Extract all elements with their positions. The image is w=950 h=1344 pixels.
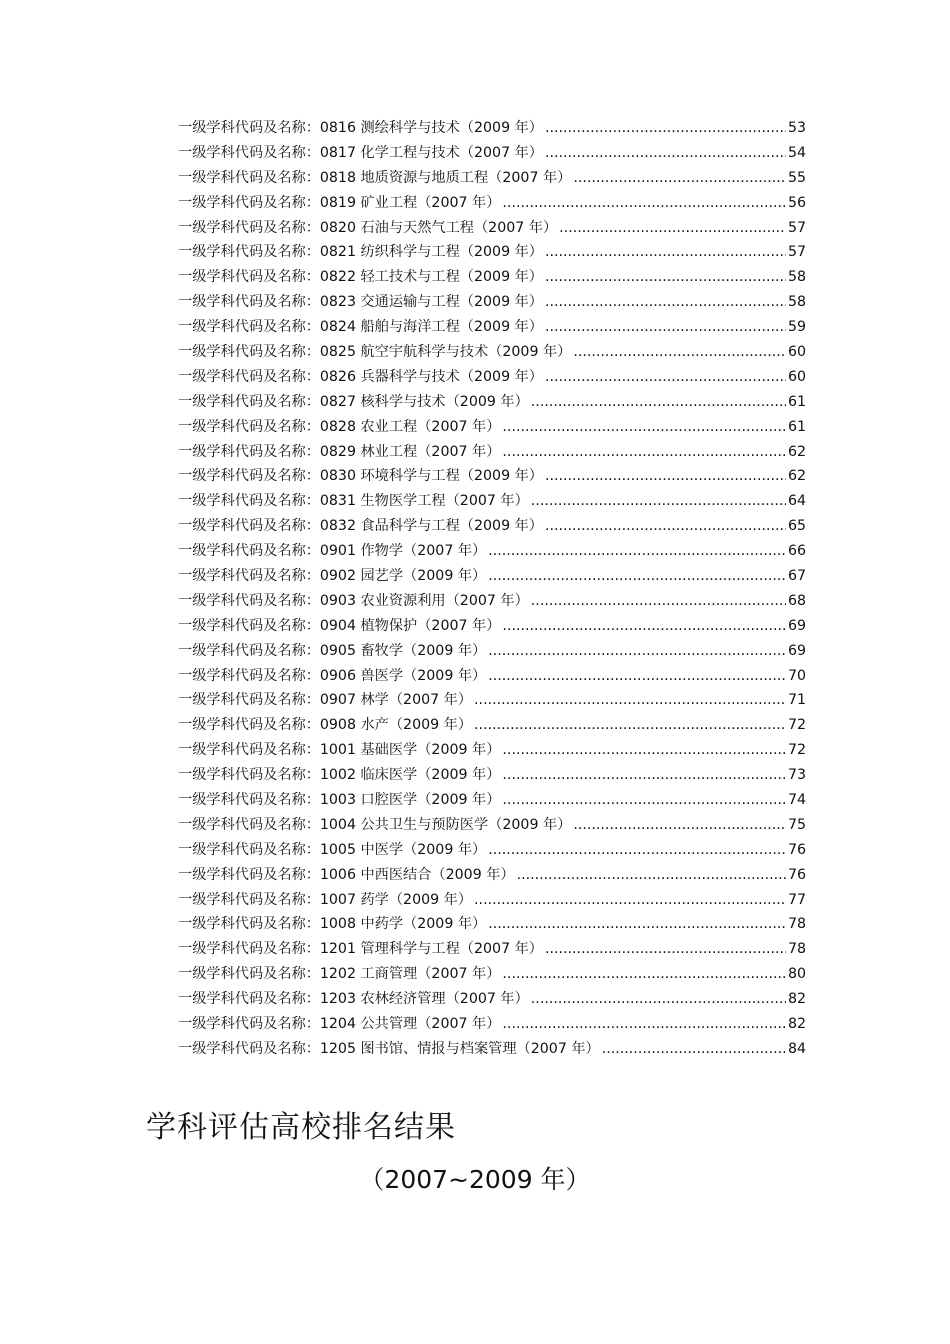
toc-entry[interactable] bbox=[178, 763, 806, 788]
toc-dot-leader bbox=[502, 1012, 786, 1037]
toc-entry[interactable] bbox=[178, 888, 806, 913]
toc-entry-page-number: 68 bbox=[787, 592, 806, 609]
toc-entry[interactable] bbox=[178, 987, 806, 1012]
toc-dot-leader bbox=[502, 763, 786, 788]
toc-entry[interactable] bbox=[178, 539, 806, 564]
toc-entry[interactable] bbox=[178, 514, 806, 539]
toc-entry[interactable] bbox=[178, 166, 806, 191]
toc-dot-leader bbox=[531, 390, 786, 415]
toc-dot-leader bbox=[474, 713, 786, 738]
toc-entry[interactable] bbox=[178, 340, 806, 365]
toc-entry-page-number: 76 bbox=[787, 841, 806, 858]
toc-entry-title: 一级学科代码及名称：1007 药学（2009 年） bbox=[178, 891, 473, 908]
toc-entry-title: 一级学科代码及名称：0819 矿业工程（2007 年） bbox=[178, 194, 501, 211]
toc-dot-leader bbox=[488, 639, 786, 664]
toc-entry-title: 一级学科代码及名称：0907 林学（2007 年） bbox=[178, 692, 473, 709]
toc-entry[interactable] bbox=[178, 937, 806, 962]
toc-entry[interactable] bbox=[178, 639, 806, 664]
toc-entry-title: 一级学科代码及名称：0829 林业工程（2007 年） bbox=[178, 443, 501, 460]
toc-entry[interactable] bbox=[178, 290, 806, 315]
toc-entry-page-number: 60 bbox=[787, 368, 806, 385]
toc-entry-title: 一级学科代码及名称：1205 图书馆、情报与档案管理（2007 年） bbox=[178, 1040, 600, 1057]
toc-dot-leader bbox=[488, 664, 786, 689]
toc-entry-page-number: 55 bbox=[787, 169, 806, 186]
toc-entry-page-number: 60 bbox=[787, 344, 806, 360]
toc-entry-title: 一级学科代码及名称：1001 基础医学（2009 年） bbox=[178, 742, 501, 759]
toc-entry-title: 一级学科代码及名称：1201 管理科学与工程（2007 年） bbox=[178, 941, 543, 958]
toc-entry-page-number: 53 bbox=[787, 119, 806, 136]
toc-entry[interactable] bbox=[178, 216, 806, 241]
toc-entry-page-number: 62 bbox=[787, 468, 806, 485]
toc-entry-page-number: 78 bbox=[787, 916, 806, 933]
toc-entry-title: 一级学科代码及名称：0908 水产（2009 年） bbox=[178, 717, 473, 734]
toc-dot-leader bbox=[502, 191, 786, 216]
toc-entry[interactable] bbox=[178, 315, 806, 340]
toc-entry-page-number: 84 bbox=[787, 1040, 806, 1057]
toc-dot-leader bbox=[531, 987, 786, 1012]
toc-entry-page-number: 58 bbox=[787, 269, 806, 286]
toc-entry-title: 一级学科代码及名称：0830 环境科学与工程（2009 年） bbox=[178, 468, 543, 485]
toc-entry-title: 一级学科代码及名称：0827 核科学与技术（2009 年） bbox=[178, 393, 529, 410]
toc-entry-page-number: 59 bbox=[787, 319, 806, 336]
toc-dot-leader bbox=[545, 514, 786, 539]
toc-dot-leader bbox=[559, 216, 786, 241]
toc-entry-title: 一级学科代码及名称：1202 工商管理（2007 年） bbox=[178, 966, 501, 983]
toc-dot-leader bbox=[517, 863, 786, 888]
toc-entry-page-number: 69 bbox=[787, 617, 806, 634]
toc-entry-title: 一级学科代码及名称：0825 航空宇航科学与技术（2009 年） bbox=[178, 344, 572, 360]
toc-entry-page-number: 80 bbox=[787, 966, 806, 983]
table-of-contents bbox=[178, 116, 806, 1062]
toc-entry-title: 一级学科代码及名称：0826 兵器科学与技术（2009 年） bbox=[178, 368, 543, 385]
toc-entry-title: 一级学科代码及名称：0832 食品科学与工程（2009 年） bbox=[178, 518, 543, 535]
toc-entry[interactable] bbox=[178, 365, 806, 390]
toc-entry-title: 一级学科代码及名称：0901 作物学（2007 年） bbox=[178, 543, 487, 560]
toc-entry-page-number: 74 bbox=[787, 792, 806, 809]
section-heading: 学科评估高校排名结果 bbox=[146, 1110, 456, 1146]
toc-entry-page-number: 73 bbox=[787, 767, 806, 784]
toc-entry-title: 一级学科代码及名称：1008 中药学（2009 年） bbox=[178, 916, 487, 933]
toc-entry[interactable] bbox=[178, 838, 806, 863]
toc-dot-leader bbox=[488, 564, 786, 589]
toc-entry-title: 一级学科代码及名称：0817 化学工程与技术（2007 年） bbox=[178, 144, 543, 161]
toc-entry-title: 一级学科代码及名称：1006 中西医结合（2009 年） bbox=[178, 866, 515, 883]
toc-entry-page-number: 66 bbox=[787, 543, 806, 560]
toc-entry[interactable] bbox=[178, 390, 806, 415]
toc-entry-title: 一级学科代码及名称：0823 交通运输与工程（2009 年） bbox=[178, 294, 543, 311]
toc-entry-title: 一级学科代码及名称：0820 石油与天然气工程（2007 年） bbox=[178, 219, 558, 236]
toc-entry[interactable] bbox=[178, 440, 806, 465]
toc-entry[interactable] bbox=[178, 415, 806, 440]
toc-entry-title: 一级学科代码及名称：0821 纺织科学与工程（2009 年） bbox=[178, 244, 543, 261]
toc-entry-page-number: 71 bbox=[787, 692, 806, 709]
toc-dot-leader bbox=[573, 813, 786, 838]
toc-entry[interactable] bbox=[178, 191, 806, 216]
toc-entry-page-number: 67 bbox=[787, 568, 806, 585]
toc-entry[interactable] bbox=[178, 464, 806, 489]
toc-entry-title: 一级学科代码及名称：1004 公共卫生与预防医学（2009 年） bbox=[178, 816, 572, 833]
toc-dot-leader bbox=[502, 788, 786, 813]
toc-entry[interactable] bbox=[178, 589, 806, 614]
toc-dot-leader bbox=[573, 340, 786, 365]
toc-dot-leader bbox=[502, 738, 786, 763]
toc-dot-leader bbox=[488, 838, 786, 863]
toc-entry-page-number: 56 bbox=[787, 194, 806, 211]
toc-entry-title: 一级学科代码及名称：0905 畜牧学（2009 年） bbox=[178, 642, 487, 659]
toc-entry[interactable] bbox=[178, 863, 806, 888]
toc-entry[interactable] bbox=[178, 688, 806, 713]
toc-entry-page-number: 78 bbox=[787, 941, 806, 958]
toc-entry-title: 一级学科代码及名称：1204 公共管理（2007 年） bbox=[178, 1016, 501, 1033]
toc-entry[interactable] bbox=[178, 788, 806, 813]
toc-dot-leader bbox=[474, 888, 786, 913]
toc-dot-leader bbox=[531, 489, 786, 514]
toc-entry-page-number: 62 bbox=[787, 443, 806, 460]
toc-entry[interactable] bbox=[178, 116, 806, 141]
toc-dot-leader bbox=[545, 290, 786, 315]
toc-entry-page-number: 72 bbox=[787, 742, 806, 759]
toc-entry-page-number: 58 bbox=[787, 294, 806, 311]
toc-dot-leader bbox=[545, 116, 786, 141]
toc-dot-leader bbox=[545, 265, 786, 290]
toc-entry-page-number: 61 bbox=[787, 393, 806, 410]
toc-entry-title: 一级学科代码及名称：1005 中医学（2009 年） bbox=[178, 841, 487, 858]
toc-entry-page-number: 82 bbox=[787, 1016, 806, 1033]
toc-entry[interactable] bbox=[178, 614, 806, 639]
toc-entry-page-number: 61 bbox=[787, 418, 806, 435]
toc-entry-page-number: 82 bbox=[787, 991, 806, 1008]
toc-dot-leader bbox=[545, 464, 786, 489]
toc-dot-leader bbox=[502, 962, 786, 987]
toc-entry-title: 一级学科代码及名称：0828 农业工程（2007 年） bbox=[178, 418, 501, 435]
toc-entry-page-number: 75 bbox=[787, 816, 806, 833]
toc-dot-leader bbox=[488, 539, 786, 564]
toc-entry-page-number: 54 bbox=[787, 144, 806, 161]
toc-entry-title: 一级学科代码及名称：0903 农业资源利用（2007 年） bbox=[178, 592, 529, 609]
toc-dot-leader bbox=[488, 912, 786, 937]
toc-entry[interactable] bbox=[178, 913, 806, 938]
toc-entry-title: 一级学科代码及名称：0906 兽医学（2009 年） bbox=[178, 667, 487, 684]
toc-entry[interactable] bbox=[178, 265, 806, 290]
toc-dot-leader bbox=[602, 1037, 786, 1062]
toc-dot-leader bbox=[545, 937, 786, 962]
toc-entry-page-number: 57 bbox=[787, 244, 806, 261]
toc-entry-page-number: 69 bbox=[787, 642, 806, 659]
toc-entry-title: 一级学科代码及名称：1002 临床医学（2009 年） bbox=[178, 767, 501, 784]
toc-entry[interactable] bbox=[178, 1037, 806, 1062]
toc-entry[interactable] bbox=[178, 664, 806, 689]
toc-dot-leader bbox=[545, 141, 786, 166]
toc-dot-leader bbox=[545, 365, 786, 390]
toc-dot-leader bbox=[474, 688, 786, 713]
toc-entry-title: 一级学科代码及名称：1003 口腔医学（2009 年） bbox=[178, 792, 501, 809]
toc-entry-title: 一级学科代码及名称：0818 地质资源与地质工程（2007 年） bbox=[178, 169, 572, 186]
toc-dot-leader bbox=[545, 240, 786, 265]
toc-entry-title: 一级学科代码及名称：0824 船舶与海洋工程（2009 年） bbox=[178, 319, 543, 336]
toc-entry-title: 一级学科代码及名称：0902 园艺学（2009 年） bbox=[178, 568, 487, 585]
toc-dot-leader bbox=[502, 415, 786, 440]
toc-dot-leader bbox=[502, 614, 786, 639]
toc-entry[interactable] bbox=[178, 564, 806, 589]
toc-entry[interactable] bbox=[178, 962, 806, 987]
toc-entry[interactable] bbox=[178, 141, 806, 166]
toc-entry-page-number: 57 bbox=[787, 219, 806, 236]
toc-entry-page-number: 65 bbox=[787, 518, 806, 535]
toc-entry-page-number: 76 bbox=[787, 866, 806, 883]
toc-dot-leader bbox=[531, 589, 786, 614]
toc-entry[interactable] bbox=[178, 738, 806, 763]
toc-entry-title: 一级学科代码及名称：0904 植物保护（2007 年） bbox=[178, 617, 501, 634]
toc-entry-title: 一级学科代码及名称：0822 轻工技术与工程（2009 年） bbox=[178, 269, 543, 286]
toc-entry-page-number: 77 bbox=[787, 891, 806, 908]
section-subtitle: （2007~2009 年） bbox=[359, 1165, 591, 1194]
toc-entry-title: 一级学科代码及名称：0816 测绘科学与技术（2009 年） bbox=[178, 119, 543, 136]
toc-entry-page-number: 70 bbox=[787, 667, 806, 684]
toc-entry[interactable] bbox=[178, 713, 806, 738]
toc-entry-title: 一级学科代码及名称：1203 农林经济管理（2007 年） bbox=[178, 991, 529, 1008]
toc-entry-title: 一级学科代码及名称：0831 生物医学工程（2007 年） bbox=[178, 493, 529, 510]
toc-entry-page-number: 72 bbox=[787, 717, 806, 734]
toc-entry[interactable] bbox=[178, 813, 806, 838]
toc-entry[interactable] bbox=[178, 1012, 806, 1037]
toc-dot-leader bbox=[502, 440, 786, 465]
toc-dot-leader bbox=[573, 166, 786, 191]
toc-entry[interactable] bbox=[178, 489, 806, 514]
toc-entry[interactable] bbox=[178, 240, 806, 265]
toc-entry-page-number: 64 bbox=[787, 493, 806, 510]
toc-dot-leader bbox=[545, 315, 786, 340]
